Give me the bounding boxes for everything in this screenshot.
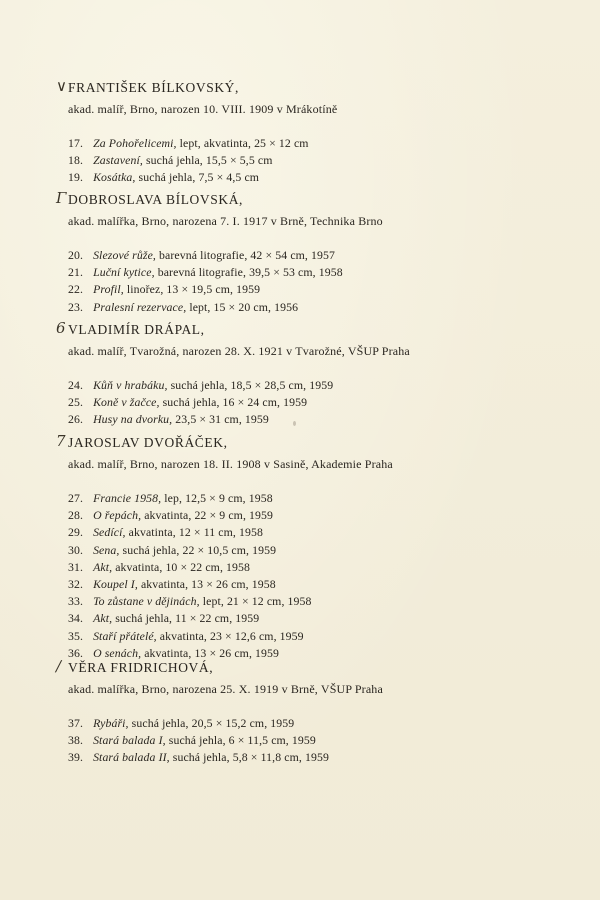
work-item [68, 153, 309, 170]
work-item [68, 300, 343, 317]
work-item [68, 170, 309, 187]
work-number: 37. [68, 716, 84, 730]
work-item [68, 577, 312, 594]
work-title: Profil, [93, 282, 124, 297]
work-number: 18. [68, 153, 84, 168]
work-number: 19. [68, 170, 84, 185]
work-details: akvatinta, 13 × 26 cm, 1958 [140, 576, 276, 591]
work-item [68, 282, 343, 299]
artist-bio: akad. malíř, Brno, narozen 18. II. 1908 v Sasině, Akademie Praha [68, 457, 393, 471]
work-number: 29. [68, 525, 84, 540]
work-item [68, 733, 329, 750]
work-item [68, 395, 333, 412]
work-number: 26. [68, 412, 84, 427]
work-details: suchá jehla, 15,5 × 5,5 cm [145, 153, 273, 168]
artist-name: DOBROSLAVA BÍLOVSKÁ, [68, 192, 244, 207]
work-number: 27. [68, 491, 84, 505]
work-number: 25. [68, 395, 84, 410]
work-details: suchá jehla, 11 × 22 cm, 1959 [115, 611, 260, 626]
work-item [68, 136, 309, 153]
work-details: lep, 12,5 × 9 cm, 1958 [164, 491, 273, 505]
artist-bio: akad. malířka, Brno, narozena 7. I. 1917 v Brně, Technika Brno [68, 214, 383, 228]
work-title: Zastavení, [93, 153, 143, 168]
work-details: suchá jehla, 20,5 × 15,2 cm, 1959 [131, 716, 295, 730]
work-details: suchá jehla, 6 × 11,5 cm, 1959 [168, 733, 316, 748]
work-item [68, 265, 343, 282]
work-title: Francie 1958, [93, 491, 162, 505]
work-number: 38. [68, 733, 84, 748]
work-title: Sedící, [93, 525, 126, 540]
work-details: suchá jehla, 22 × 10,5 cm, 1959 [122, 542, 277, 557]
work-number: 24. [68, 378, 84, 392]
work-item [68, 378, 333, 395]
work-title: Kůň v hrabáku, [93, 378, 168, 392]
work-number: 30. [68, 542, 84, 557]
work-title: Slezové růže, [93, 248, 156, 262]
work-title: Sena, [93, 542, 120, 557]
artist-bio: akad. malíř, Brno, narozen 10. VIII. 1909 v Mrákotíně [68, 102, 338, 116]
artist-name: FRANTIŠEK BÍLKOVSKÝ, [68, 80, 240, 95]
work-details: lept, 15 × 20 cm, 1956 [189, 299, 299, 314]
work-item [68, 750, 329, 767]
work-number: 39. [68, 750, 84, 765]
work-title: O senách, [93, 645, 142, 660]
work-number: 36. [68, 645, 84, 660]
work-number: 28. [68, 508, 84, 523]
work-title: Pralesní rezervace, [93, 299, 187, 314]
works-list [68, 248, 343, 317]
work-number: 35. [68, 628, 84, 643]
work-item [68, 525, 312, 542]
handwritten-mark: Γ [56, 189, 67, 207]
work-title: Staří přátelé, [93, 628, 157, 643]
work-number: 33. [68, 594, 84, 609]
work-details: suchá jehla, 5,8 × 11,8 cm, 1959 [172, 750, 329, 765]
work-details: 23,5 × 31 cm, 1959 [175, 412, 269, 427]
work-item [68, 716, 329, 733]
work-title: Luční kytice, [93, 265, 155, 280]
work-details: akvatinta, 10 × 22 cm, 1958 [115, 559, 251, 574]
work-title: Akt, [93, 611, 113, 626]
work-details: barevná litografie, 39,5 × 53 cm, 1958 [157, 265, 343, 280]
work-details: suchá jehla, 16 × 24 cm, 1959 [162, 395, 308, 410]
work-details: akvatinta, 23 × 12,6 cm, 1959 [159, 628, 304, 643]
ink-smudge [293, 421, 296, 426]
handwritten-mark: ∨ [56, 77, 67, 95]
work-title: Rybáři, [93, 716, 129, 730]
artist-bio: akad. malířka, Brno, narozena 25. X. 1919 v Brně, VŠUP Praha [68, 682, 383, 696]
work-details: lept, 21 × 12 cm, 1958 [202, 594, 312, 609]
handwritten-mark: ∕ [56, 657, 62, 675]
work-title: Stará balada I, [93, 733, 166, 748]
artist-name: JAROSLAV DVOŘÁČEK, [68, 435, 228, 450]
artist-name: VĚRA FRIDRICHOVÁ, [68, 660, 214, 675]
handwritten-mark: 6 [56, 319, 66, 337]
work-title: Stará balada II, [93, 750, 170, 765]
work-number: 31. [68, 559, 84, 574]
work-item [68, 629, 312, 646]
work-item [68, 491, 312, 508]
work-details: lept, akvatinta, 25 × 12 cm [179, 136, 309, 150]
works-list [68, 491, 312, 663]
work-item [68, 611, 312, 628]
work-title: Koně v žačce, [93, 395, 160, 410]
handwritten-mark: 7 [56, 432, 66, 450]
work-details: barevná litografie, 42 × 54 cm, 1957 [159, 248, 336, 262]
work-item [68, 508, 312, 525]
work-item [68, 248, 343, 265]
work-number: 32. [68, 576, 84, 591]
work-item [68, 560, 312, 577]
work-title: To zůstane v dějinách, [93, 594, 200, 609]
works-list [68, 716, 329, 768]
work-number: 22. [68, 282, 84, 297]
work-details: suchá jehla, 7,5 × 4,5 cm [138, 170, 260, 185]
work-details: linořez, 13 × 19,5 cm, 1959 [126, 282, 261, 297]
work-title: Akt, [93, 559, 113, 574]
work-item [68, 543, 312, 560]
work-title: Za Pohořelicemi, [93, 136, 177, 150]
work-details: suchá jehla, 18,5 × 28,5 cm, 1959 [170, 378, 334, 392]
works-list [68, 136, 309, 188]
artist-bio: akad. malíř, Tvarožná, narozen 28. X. 1921 v Tvarožné, VŠUP Praha [68, 344, 410, 358]
work-number: 17. [68, 136, 84, 150]
work-number: 20. [68, 248, 84, 262]
work-details: akvatinta, 12 × 11 cm, 1958 [128, 525, 264, 540]
artist-name: VLADIMÍR DRÁPAL, [68, 322, 205, 337]
work-title: Koupel I, [93, 576, 138, 591]
work-title: Kosátka, [93, 170, 136, 185]
work-title: Husy na dvorku, [93, 412, 173, 427]
work-details: akvatinta, 13 × 26 cm, 1959 [144, 645, 280, 660]
work-number: 34. [68, 611, 84, 626]
work-number: 23. [68, 299, 84, 314]
work-title: O řepách, [93, 508, 142, 523]
work-item [68, 594, 312, 611]
work-number: 21. [68, 265, 84, 280]
work-details: akvatinta, 22 × 9 cm, 1959 [144, 508, 274, 523]
